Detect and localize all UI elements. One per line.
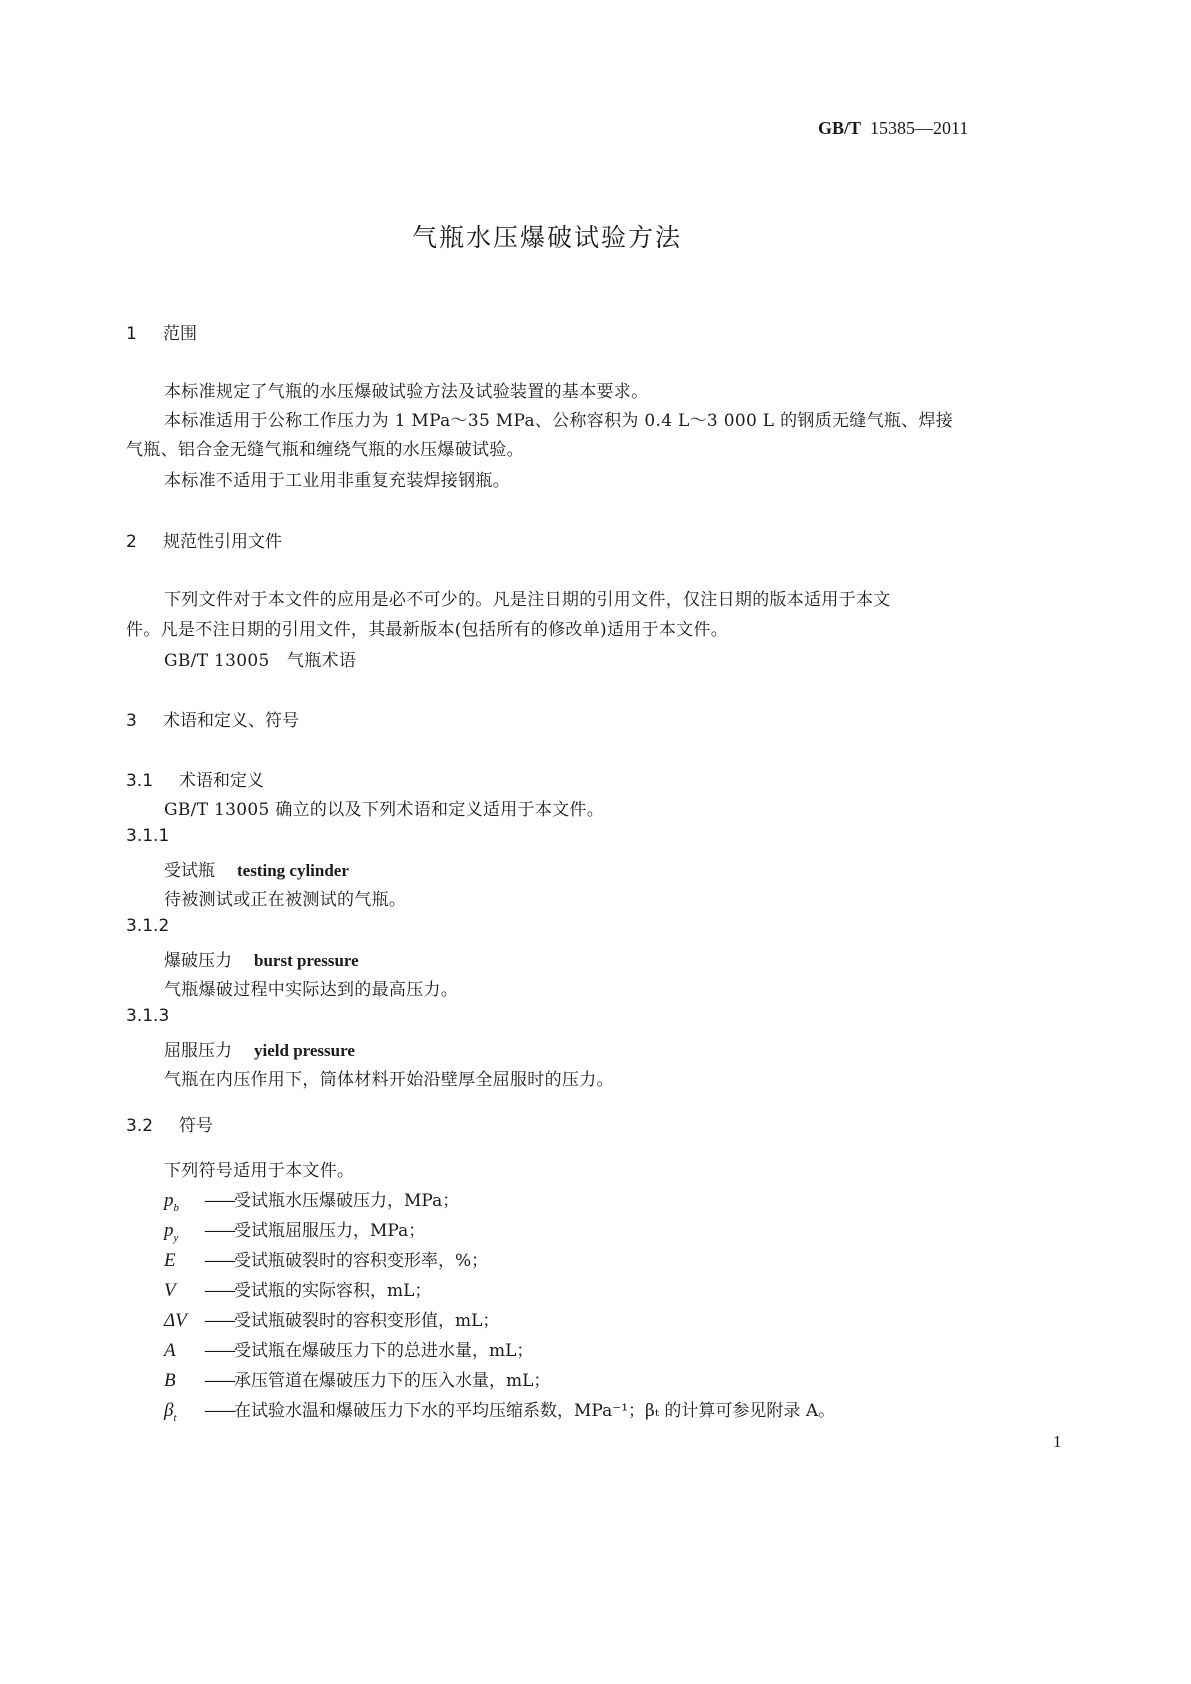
- normative-reference: GB/T 13005 气瓶术语: [164, 651, 357, 671]
- term-chinese: 屈服压力: [164, 1041, 232, 1061]
- symbol-row: [164, 1186, 459, 1214]
- term-chinese: 爆破压力: [164, 951, 232, 971]
- paragraph-continued: 气瓶、铝合金无缝气瓶和缠绕气瓶的水压爆破试验。: [126, 440, 524, 460]
- term-chinese: 受试瓶: [164, 861, 215, 881]
- section-number: 3.1: [126, 771, 154, 791]
- dash: ——: [204, 1191, 234, 1211]
- term-english: testing cylinder: [237, 861, 349, 880]
- symbol: E: [164, 1250, 176, 1271]
- subsection-3-2-heading: [126, 1111, 213, 1136]
- dash: ——: [204, 1311, 234, 1331]
- symbol-description: 承压管道在爆破压力下的压入水量，mL；: [234, 1371, 551, 1391]
- symbol-row: [164, 1276, 431, 1304]
- section-3-heading: [126, 706, 299, 731]
- section-2-heading: [126, 527, 282, 552]
- symbol-row: [164, 1216, 425, 1244]
- symbol-row: [164, 1366, 550, 1394]
- symbol-description: 在试验水温和爆破压力下水的平均压缩系数，MPa⁻¹；βₜ 的计算可参见附录 A。: [234, 1401, 836, 1421]
- symbol: $p_y$: [164, 1220, 179, 1244]
- standard-code: [818, 118, 968, 139]
- symbol-description: 受试瓶在爆破压力下的总进水量，mL；: [234, 1341, 534, 1361]
- section-title: 术语和定义、符号: [163, 711, 299, 731]
- standard-prefix: GB/T: [818, 118, 862, 138]
- term-definition: 气瓶在内压作用下，筒体材料开始沿壁厚全屈服时的压力。: [164, 1070, 614, 1090]
- section-number: 1: [126, 324, 137, 344]
- section-title: 符号: [179, 1116, 213, 1136]
- dash: ——: [204, 1371, 234, 1391]
- symbol-row: [164, 1336, 533, 1364]
- symbol-description: 受试瓶水压爆破压力，MPa；: [234, 1191, 460, 1211]
- paragraph: 下列符号适用于本文件。: [164, 1161, 355, 1181]
- subsection-3-1-heading: [126, 766, 264, 791]
- symbol: $\beta_t$: [164, 1400, 177, 1424]
- dash: ——: [204, 1251, 234, 1271]
- dash: ——: [204, 1281, 234, 1301]
- symbol-description: 受试瓶破裂时的容积变形值，mL；: [234, 1311, 500, 1331]
- page-number: 1: [1053, 1432, 1062, 1451]
- section-number: 3.2: [126, 1116, 154, 1136]
- symbol: V: [164, 1280, 176, 1301]
- term-entry: [164, 1036, 355, 1061]
- document-title: 气瓶水压爆破试验方法: [412, 223, 683, 252]
- section-title: 规范性引用文件: [163, 532, 282, 552]
- section-title: 术语和定义: [179, 771, 264, 791]
- term-entry: [164, 946, 359, 971]
- symbol-row: [164, 1246, 488, 1274]
- paragraph: 本标准不适用于工业用非重复充装焊接钢瓶。: [164, 471, 510, 491]
- term-english: burst pressure: [254, 951, 359, 970]
- paragraph: 下列文件对于本文件的应用是必不可少的。凡是注日期的引用文件，仅注日期的版本适用于本文: [164, 590, 891, 610]
- clause-number: 3.1.1: [126, 826, 170, 846]
- clause-number: 3.1.3: [126, 1006, 170, 1026]
- symbol-description: 受试瓶破裂时的容积变形率，%；: [234, 1251, 489, 1271]
- section-number: 2: [126, 532, 137, 552]
- symbol-row: [164, 1396, 835, 1424]
- symbol: B: [164, 1370, 176, 1391]
- term-english: yield pressure: [254, 1041, 355, 1060]
- term-definition: 气瓶爆破过程中实际达到的最高压力。: [164, 980, 459, 1000]
- symbol: ΔV: [164, 1310, 187, 1331]
- paragraph-continued: 件。凡是不注日期的引用文件，其最新版本(包括所有的修改单)适用于本文件。: [126, 620, 729, 640]
- dash: ——: [204, 1341, 234, 1361]
- term-entry: [164, 856, 349, 881]
- standard-number: 15385—2011: [870, 118, 969, 138]
- symbol: $p_b$: [164, 1190, 179, 1214]
- clause-number: 3.1.2: [126, 916, 170, 936]
- section-title: 范围: [163, 324, 197, 344]
- symbol: A: [164, 1340, 176, 1361]
- symbol-description: 受试瓶的实际容积，mL；: [234, 1281, 432, 1301]
- paragraph: GB/T 13005 确立的以及下列术语和定义适用于本文件。: [164, 800, 605, 820]
- paragraph: 本标准规定了气瓶的水压爆破试验方法及试验装置的基本要求。: [164, 382, 649, 402]
- symbol-description: 受试瓶屈服压力，MPa；: [234, 1221, 426, 1241]
- section-number: 3: [126, 711, 137, 731]
- symbol-row: [164, 1306, 499, 1334]
- dash: ——: [204, 1401, 234, 1421]
- term-definition: 待被测试或正在被测试的气瓶。: [164, 890, 407, 910]
- paragraph: 本标准适用于公称工作压力为 1 MPa～35 MPa、公称容积为 0.4 L～3 000 L 的钢质无缝气瓶、焊接: [164, 411, 954, 431]
- dash: ——: [204, 1221, 234, 1241]
- section-1-heading: [126, 319, 197, 344]
